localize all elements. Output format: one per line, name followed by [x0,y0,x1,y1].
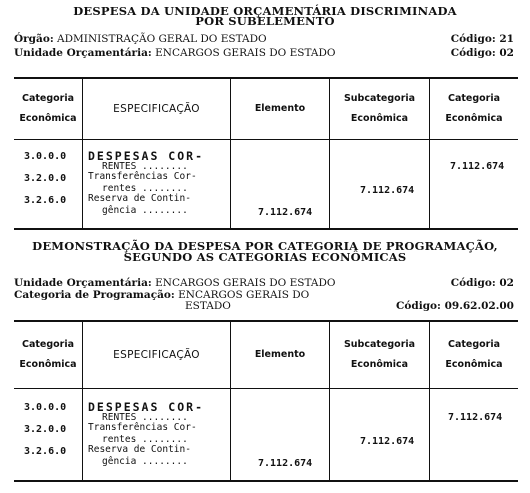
subcategoria2-value: 7.112.674 [360,436,415,447]
header2-subcategoria: Subcategoria Econômica [343,339,416,370]
code2-3000: 3.0.0.0 [24,402,67,413]
categoria-prog-value2: ESTADO [185,300,231,312]
spec2-line3: Transferências Cor- [88,422,197,433]
orgao-row [14,33,514,45]
unidade-codigo: 02 [499,47,514,59]
header-elemento: Elemento [254,103,306,114]
section1-title-line2: POR SUBELEMENTO [195,14,335,28]
header-subcategoria: Subcategoria Econômica [343,93,416,124]
categoria-prog-codigo: 09.62.02.00 [444,300,514,312]
spec2-line6: gência ........ [102,456,188,467]
section2-title-line2: SEGUNDO AS CATEGORIAS ECONÔMICAS [123,250,407,264]
orgao-value: ADMINISTRAÇÃO GERAL DO ESTADO [57,33,267,45]
orgao-codigo-label: Código: [450,33,496,45]
unidade2-codigo: 02 [499,277,514,289]
spec-line5: Reserva de Contin- [88,193,191,204]
code2-3200: 3.2.0.0 [24,424,67,435]
orgao-codigo: 21 [499,33,514,45]
spec-line4: rentes ........ [102,183,188,194]
table1 [14,79,518,228]
spec-line2: RENTES ........ [102,161,188,172]
header2-especificacao: ESPECIFICAÇÃO [113,349,200,361]
orgao-label: Órgão: [14,33,54,45]
unidade-codigo-label: Código: [450,47,496,59]
elemento2-value: 7.112.674 [258,458,313,469]
table2 [14,322,518,480]
table1-bottom-rule [14,228,518,230]
spec2-line1: DESPESAS COR- [88,400,205,414]
code-3000: 3.0.0.0 [24,151,67,162]
table2-bottom-rule [14,480,518,482]
categoria-value: 7.112.674 [450,161,505,172]
unidade-row [14,47,514,59]
header-categoria: Categoria Econômica [19,93,77,124]
section2-title-line1: DEMONSTRAÇÃO DA DESPESA POR CATEGORIA DE PROGRAMAÇÃO, [32,239,498,253]
spec-line3: Transferências Cor- [88,171,197,182]
spec-line6: gência ........ [102,205,188,216]
section1-title-line1: DESPESA DA UNIDADE ORÇAMENTÁRIA DISCRIMINADA [73,4,457,18]
categoria-prog-row2 [185,300,514,312]
elemento-value: 7.112.674 [258,207,313,218]
unidade2-codigo-label: Código: [450,277,496,289]
header2-elemento: Elemento [254,349,306,360]
header2-categoria: Categoria Econômica [19,339,77,370]
header-especificacao: ESPECIFICAÇÃO [113,103,200,115]
header2-categoria-2: Categoria Econômica [445,339,503,370]
categoria-prog-value1: ENCARGOS GERAIS DO [178,289,310,301]
spec-line1: DESPESAS COR- [88,149,205,163]
unidade2-label: Unidade Orçamentária: [14,277,152,289]
unidade2-value: ENCARGOS GERAIS DO ESTADO [155,277,336,289]
spec2-line5: Reserva de Contin- [88,444,191,455]
code-3200: 3.2.0.0 [24,173,67,184]
categoria-prog-codigo-label: Código: [396,300,441,312]
header-categoria-2: Categoria Econômica [445,93,503,124]
unidade-value: ENCARGOS GERAIS DO ESTADO [155,47,336,59]
unidade2-row [14,277,514,289]
categoria-prog-label: Categoria de Programação: [14,289,175,301]
spec2-line4: rentes ........ [102,434,188,445]
code-3260: 3.2.6.0 [24,195,67,206]
unidade-label: Unidade Orçamentária: [14,47,152,59]
subcategoria-value: 7.112.674 [360,185,415,196]
categoria2-value: 7.112.674 [448,412,503,423]
code2-3260: 3.2.6.0 [24,446,67,457]
spec2-line2: RENTES ........ [102,412,188,423]
